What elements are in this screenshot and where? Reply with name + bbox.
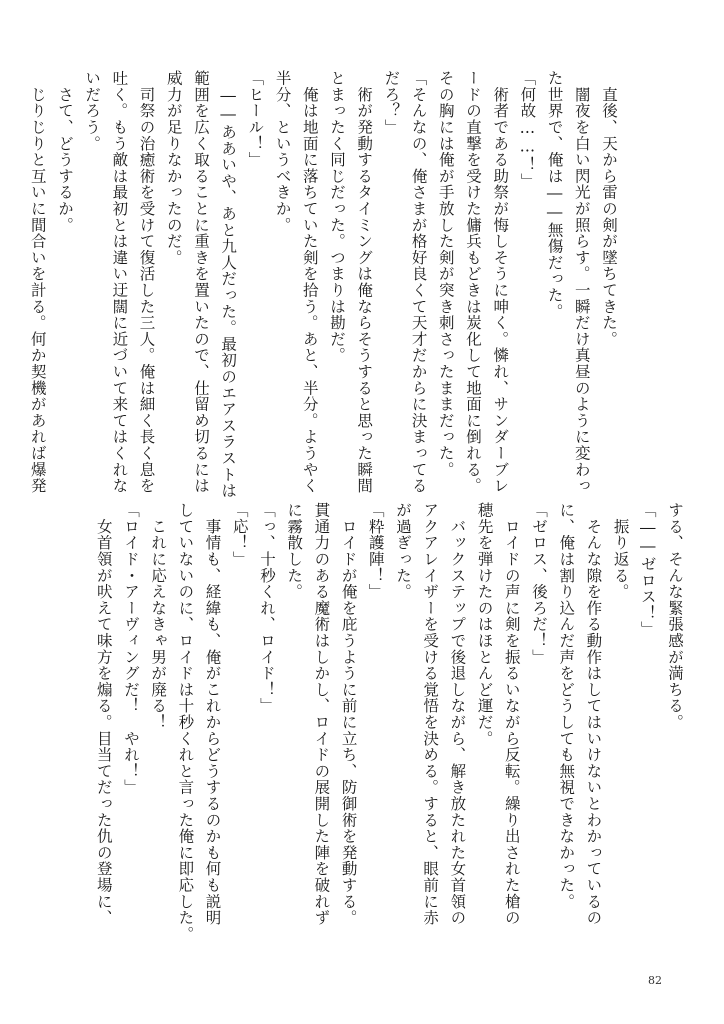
text-line: 「何故……！」 <box>518 70 537 190</box>
text-line: た世界で、俺は――無傷だった。 <box>545 70 564 320</box>
text-line: に、俺は割り込んだ声をどうしても無視できなかった。 <box>557 502 576 910</box>
text-line: する、そんな緊張感が満ちる。 <box>666 502 684 731</box>
text-line: 吐く。もう敵は最初とは違い迂闊に近づいて来てはくれな <box>110 70 129 494</box>
text-line: 「っ、十秒くれ、ロイド！」 <box>257 502 276 714</box>
text-line: ロイドの声に剣を振るいながら反転。繰り出された槍の <box>502 502 521 926</box>
text-line: 半分、というべきか。 <box>273 70 292 233</box>
text-line: 司祭の治癒術を受けて復活した三人。俺は細く長く息を <box>137 70 156 494</box>
page-number: 82 <box>648 974 662 987</box>
text-line: バックステップで後退しながら、解き放たれた女首領の <box>448 502 467 926</box>
text-line: ードの直撃を受けた傭兵もどきは炭化して地面に倒れる。 <box>463 70 482 494</box>
text-line: 範囲を広く取ることに重きを置いたので、仕留め切るには <box>191 70 210 494</box>
text-line: 「応！」 <box>230 502 249 568</box>
text-line: 術が発動するタイミングは俺ならそうすると思った瞬間 <box>355 70 374 494</box>
text-line: 穂先を弾けたのはほとんど運だ。 <box>475 502 494 747</box>
text-line: 威力が足りなかったのだ。 <box>164 70 183 266</box>
text-line: 「そんなの、俺さまが格好良くて天才だからに決まってる <box>409 70 428 494</box>
text-line: 振り返る。 <box>611 502 630 600</box>
text-line: 「――ゼロス！」 <box>638 502 657 638</box>
text-line: さて、どうするか。 <box>55 70 74 233</box>
text-line: 事情も、経緯も、俺がこれからどうするのかも何も説明 <box>203 502 222 926</box>
text-line: いだろう。 <box>83 70 102 152</box>
text-line: に霧散した。 <box>285 502 304 600</box>
text-line: そんな隙を作る動作はしてはいけないとわかっているの <box>584 502 603 926</box>
text-line: ――ああいや、あと九人だった。最初のエアスラストは <box>219 70 238 499</box>
text-line: とまったく同じだった。つまりは勘だ。 <box>327 70 346 364</box>
text-line: 「ロイド・アーヴィングだ！ やれ！」 <box>121 502 140 796</box>
text-line: 闇夜を白い閃光が照らす。一瞬だけ真昼のように変わっ <box>572 70 591 494</box>
text-line: 「粋護陣！」 <box>366 502 385 600</box>
text-line: アクアレイザーを受ける覚悟を決める。すると、眼前に赤 <box>421 502 440 926</box>
text-line: 「ゼロス、後ろだ！」 <box>529 502 548 665</box>
text-line: していないのに、ロイドは十秒くれと言った俺に即応した。 <box>176 502 195 943</box>
text-line: だろ？」 <box>382 70 401 136</box>
text-line: これに応えなきゃ男が廃る！ <box>149 502 168 731</box>
text-line: 直後、天から雷の剣が墜ちてきた。 <box>600 70 618 348</box>
text-line: ロイドが俺を庇うように前に立ち、防御術を発動する。 <box>339 502 358 926</box>
text-line: が過ぎった。 <box>393 502 412 600</box>
lower-text-block <box>90 502 688 942</box>
text-line: 「ヒール！」 <box>246 70 265 168</box>
text-line: じりじりと互いに間合いを計る。何か契機があれば爆発 <box>28 70 47 494</box>
text-line: 俺は地面に落ちていた剣を拾う。あと、半分。ようやく <box>300 70 319 494</box>
upper-text-block <box>24 70 622 499</box>
text-line: 貫通力のある魔術はしかし、ロイドの展開した陣を破れず <box>312 502 331 926</box>
text-line: 術者である助祭が悔しそうに呻く。憐れ、サンダーブレ <box>491 70 510 494</box>
text-line: その胸には俺が手放した剣が突き刺さったままだった。 <box>436 70 455 478</box>
text-line: 女首領が吠えて味方を煽る。目当てだった仇の登場に、 <box>94 502 113 926</box>
